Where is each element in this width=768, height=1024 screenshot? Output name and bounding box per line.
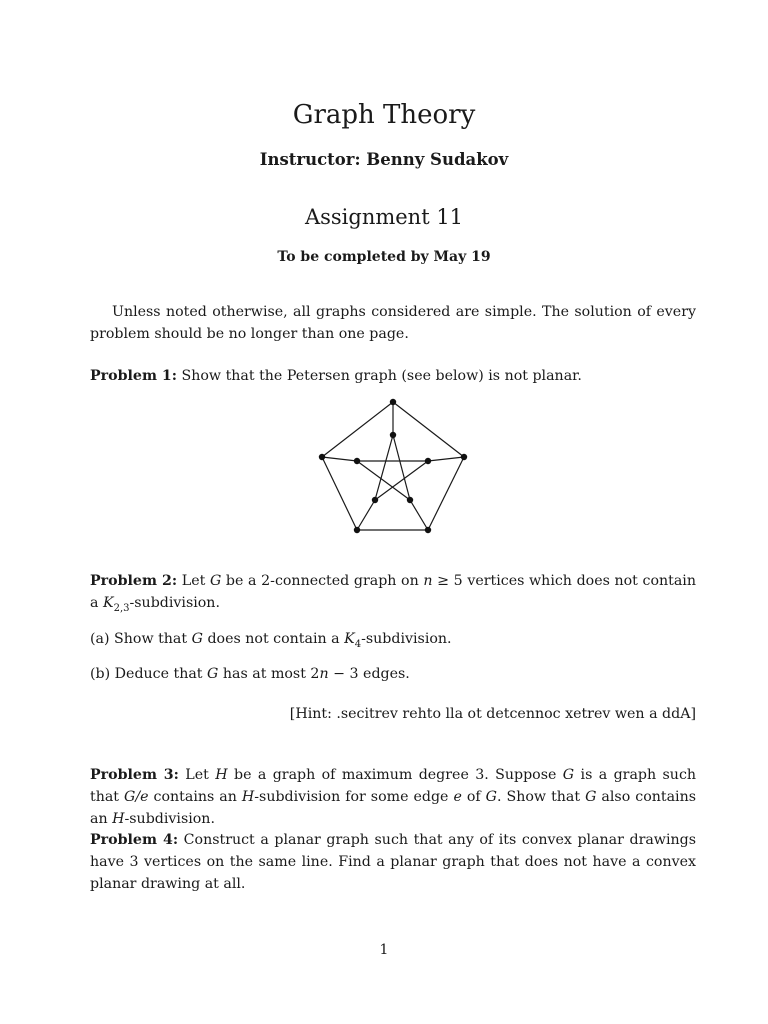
math-var: G/e <box>124 789 149 805</box>
problem-1 <box>90 365 696 387</box>
graph-vertex <box>319 454 325 460</box>
math-var: H <box>112 811 125 827</box>
instructor-line: Instructor: Benny Sudakov <box>259 150 509 169</box>
document-title: Graph Theory <box>292 100 476 130</box>
graph-vertex <box>407 497 413 503</box>
problem-3-text: be a graph of maximum degree 3. Suppose <box>227 767 563 783</box>
problem-2b-text: Deduce that <box>114 666 208 682</box>
problem-3 <box>90 764 696 830</box>
math-var: n <box>319 666 329 682</box>
graph-vertex <box>425 458 431 464</box>
problem-3-text: of <box>461 789 486 805</box>
graph-vertex <box>390 432 396 438</box>
problem-1-label: Problem 1: <box>90 368 178 384</box>
math-var: G <box>191 631 203 647</box>
subpart-label: (a) <box>90 631 110 647</box>
graph-vertex <box>372 497 378 503</box>
problem-2-label: Problem 2: <box>90 573 178 589</box>
math-var: G <box>207 666 219 682</box>
problem-3-text: is a graph such that <box>90 767 697 805</box>
problem-2-text: -subdivision. <box>129 595 220 611</box>
assignment-heading: Assignment 11 <box>304 205 464 229</box>
problem-2b-text: has at most 2 <box>218 666 320 682</box>
problem-3-text: . Show that <box>497 789 586 805</box>
problem-2-text: ≥ 5 vertices which does not contain a <box>90 573 696 611</box>
problem-2b <box>90 663 696 685</box>
intro-paragraph: Unless noted otherwise, all graphs considered are simple. The solution of every problem should be no longer than one page. <box>90 304 696 342</box>
due-date: To be completed by May 19 <box>277 249 491 265</box>
problem-3-text: also contains an <box>90 789 696 827</box>
graph-vertex <box>425 527 431 533</box>
graph-vertex <box>461 454 467 460</box>
math-var: H <box>241 789 255 805</box>
problem-2a-text: Show that <box>114 631 192 647</box>
problem-2-text: Let <box>181 573 210 589</box>
problem-2a-text: -subdivision. <box>361 631 452 647</box>
graph-vertex <box>354 458 360 464</box>
problem-2b-text: − 3 edges. <box>328 666 410 682</box>
problem-3-text: contains an <box>148 789 242 805</box>
problem-3-text: Let <box>185 767 216 783</box>
hint-text: [Hint: .secitrev rehto lla ot detcennoc xetrev wen a ddA] <box>289 706 696 722</box>
graph-vertex <box>354 527 360 533</box>
problem-3-label: Problem 3: <box>90 767 179 783</box>
problem-4 <box>90 829 696 895</box>
graph-vertex <box>390 399 396 405</box>
math-subscript: 4 <box>354 638 362 650</box>
problem-4-label: Problem 4: <box>90 832 179 848</box>
problem-4-text: Construct a planar graph such that any of its convex planar drawings have 3 vertices on the same line. Find a planar graph that does not have a convex planar drawing at all. <box>90 832 696 892</box>
math-var: G <box>485 789 498 805</box>
math-var: K <box>102 595 114 611</box>
problem-2-text: be a 2-connected graph on <box>221 573 424 589</box>
petersen-graph-figure <box>315 395 471 537</box>
problem-2a <box>90 628 696 656</box>
math-var: G <box>585 789 597 805</box>
subpart-label: (b) <box>90 666 111 682</box>
math-var: K <box>344 631 355 647</box>
math-var: e <box>453 789 462 805</box>
problem-2 <box>90 570 696 620</box>
page-number: 1 <box>379 942 389 958</box>
math-var: n <box>423 573 433 589</box>
math-subscript: 2,3 <box>113 602 130 614</box>
problem-3-text: -subdivision for some edge <box>254 789 454 805</box>
problem-2a-text: does not contain a <box>202 631 345 647</box>
math-var: G <box>562 767 575 783</box>
math-var: G <box>209 573 222 589</box>
problem-1-text: Show that the Petersen graph (see below) is not planar. <box>181 368 582 384</box>
problem-3-text: -subdivision. <box>124 811 215 827</box>
math-var: H <box>215 767 228 783</box>
